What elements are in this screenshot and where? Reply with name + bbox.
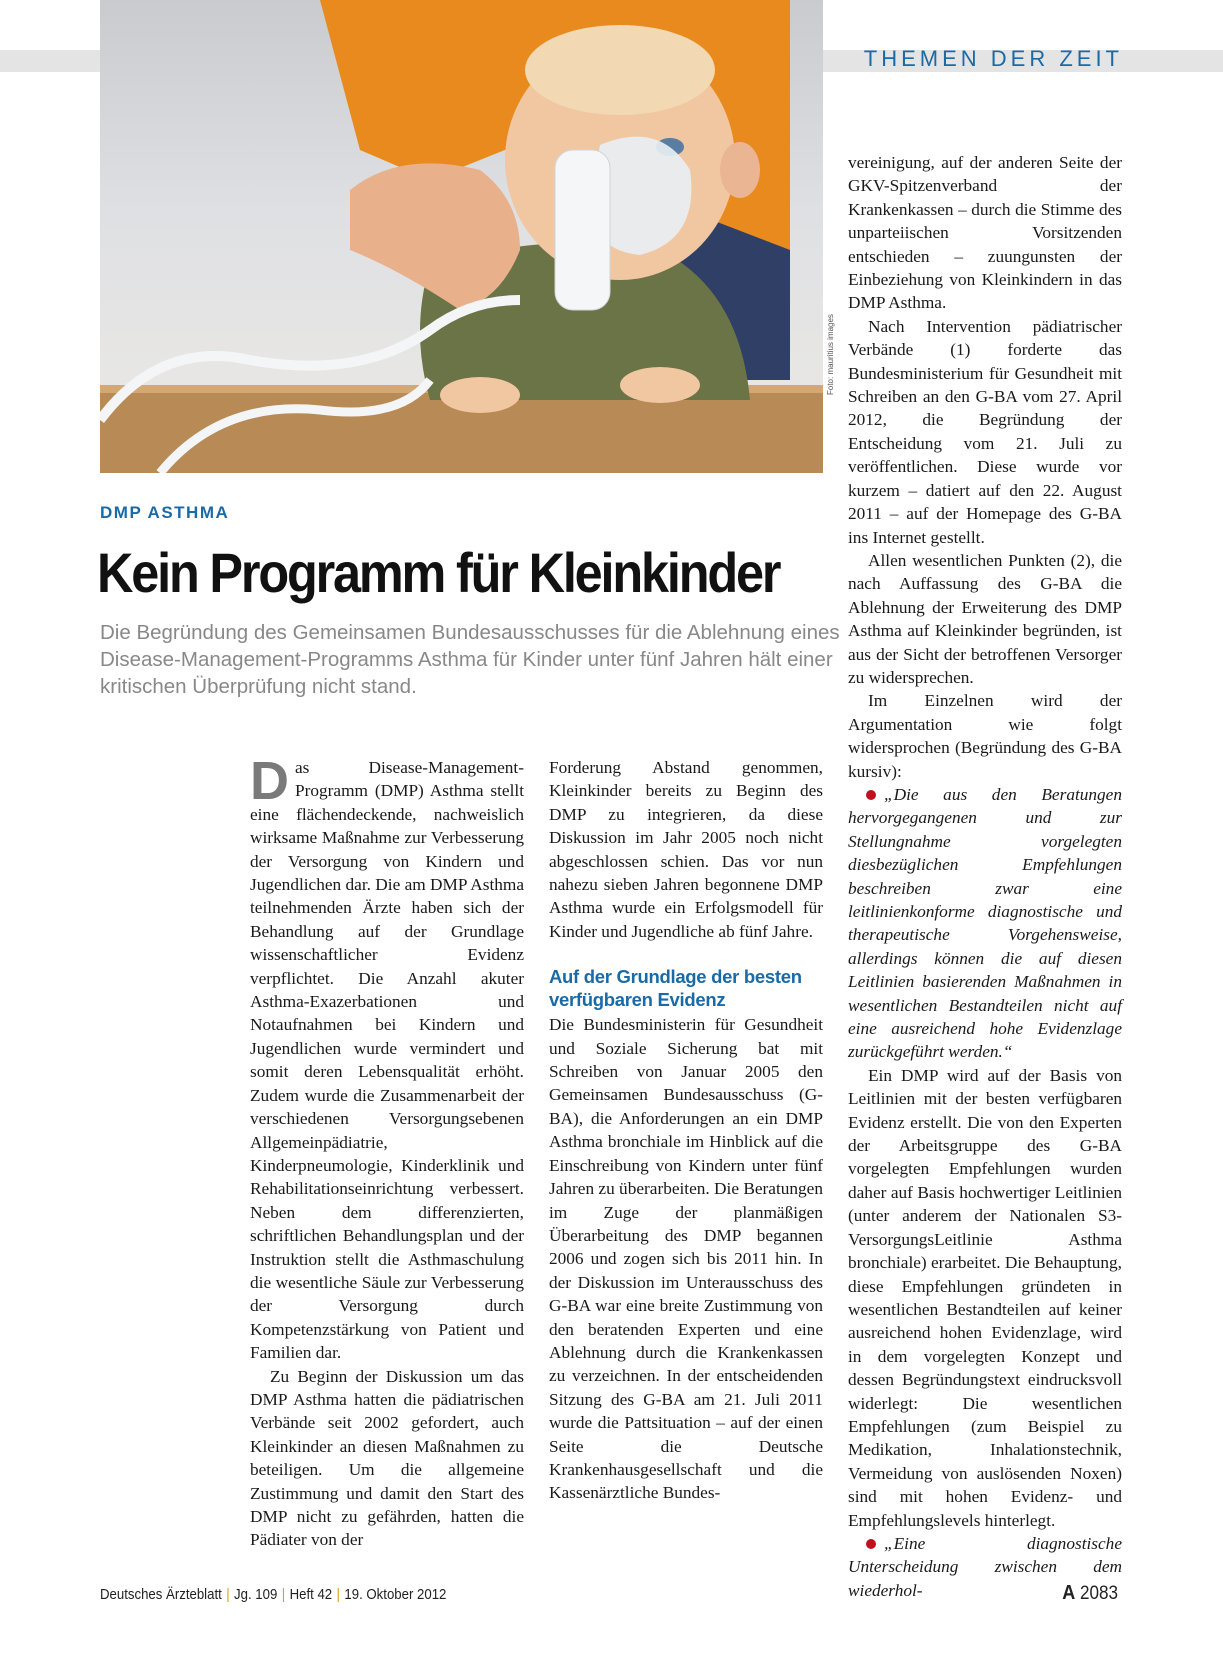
quote-bullet — [848, 783, 1122, 1064]
quote-text: „Die aus den Beratungen hervorgegangenen und zur Stellungnahme vorgelegten diesbezüglichen Empfehlungen beschreiben zwar eine leitlinienkonforme diagnostische und therapeutische Vorgehensweise, allerdings können die auf diesen Leitlinien basierenden Maßnahmen in wesentlichen Bestandteilen nicht auf eine ausreichend hohe Evidenzlage zurückgeführt werden.“ — [848, 784, 1122, 1062]
paragraph-text: as Disease-Management-Programm (DMP) Asthma stellt eine flächendeckende, nachweislich wirksame Maßnahme zur Verbesserung der Versorgung von Kindern und Jugendlichen dar. Die am DMP Asthma teilnehmenden Ärzte haben sich der Behandlung auf der Grundlage wissenschaftlicher Evidenz verpflichtet. Die Anzahl akuter Asthma-Exazerbationen und Notaufnahmen bei Kindern und Jugendlichen wurde vermindert und somit deren Lebensqualität erhöht. Zudem wurde die Zusammenarbeit der verschiedenen Versorgungsebenen Allgemeinpädiatrie, Kinderpneumologie, Kinderklinik und Rehabilitationseinrichtung verbessert. Neben dem differenzierten, schriftlichen Behandlungsplan und der Instruktion stellt die Asthmaschulung die wesentliche Säule zur Verbesserung der Versorgung durch Kompetenzstärkung von Patient und Familien dar. — [250, 758, 524, 1363]
text-column-3 — [848, 151, 1122, 1602]
article-lead: Die Begründung des Gemeinsamen Bundesausschusses für die Ablehnung eines Disease-Management-Programms Asthma für Kinder unter fünf Jahren hält einer kritischen Überprüfung nicht stand. — [100, 621, 840, 698]
section-subhead: Auf der Grundlage der besten verfügbaren Evidenz — [549, 966, 802, 1011]
footer-separator: | — [336, 1586, 340, 1603]
photo-baby-inhaler-icon — [100, 0, 823, 473]
issue-date: 19. Oktober 2012 — [344, 1586, 447, 1603]
journal-name: Deutsches Ärzteblatt — [100, 1586, 222, 1603]
paragraph: Ein DMP wird auf der Basis von Leitlinien mit der besten verfügbaren Evidenz erstellt. Die von den Experten der Arbeitsgruppe des G-BA vorgelegten Empfehlungen wurden daher auf Basis hochwertiger Leitlinien (unter anderem der Nationalen S3-VersorgungsLeitlinie Asthma bronchiale) erarbeitet. Die Behauptung, diese Empfehlungen gründeten in wesentlichen Bestandteilen auf keiner ausreichend hohen Evidenzlage, wird in dem vorgelegten Konzept und dessen Begründungstext eindrucksvoll widerlegt: Die wesentlichen Empfehlungen (zum Beispiel zu Medikation, Inhalationstechnik, Vermeidung von auslösenden Noxen) sind mit hohen Evidenz- und Empfehlungslevels hinterlegt. — [848, 1065, 1122, 1530]
header-rule-left — [0, 50, 100, 72]
text-column-2 — [549, 756, 823, 1505]
footer-citation — [100, 1586, 446, 1603]
paragraph — [250, 751, 524, 1365]
article-photo — [100, 0, 823, 473]
photo-credit: Foto: mauritius images — [826, 314, 835, 395]
paragraph: vereinigung, auf der anderen Seite der GKV-Spitzenverband der Krankenkassen – durch die Stimme des unparteiischen Vorsitzenden entschieden – zuungunsten der Einbeziehung von Kleinkindern in das DMP Asthma. — [848, 153, 1122, 313]
quote-text: „Eine diagnostische Unterscheidung zwischen dem wiederhol- — [848, 1533, 1122, 1600]
footer-separator: | — [226, 1586, 230, 1603]
article-title: Kein Programm für Kleinkinder — [97, 541, 780, 604]
paragraph: Zu Beginn der Diskussion um das DMP Asthma hatten die pädiatrischen Verbände seit 2002 gefordert, auch Kleinkinder an diesen Maßnahmen zu beteiligen. Um die allgemeine Zustimmung und damit den Start des DMP nicht zu gefährden, hatten die Pädiater von der — [250, 1366, 524, 1550]
bullet-dot-icon — [866, 790, 876, 800]
volume: Jg. 109 — [234, 1586, 278, 1603]
section-label: THEMEN DER ZEIT — [863, 46, 1123, 71]
page-number-value: 2083 — [1079, 1583, 1118, 1604]
page-number — [1062, 1582, 1118, 1605]
paragraph: Die Bundesministerin für Gesundheit und Soziale Sicherung bat mit Schreiben von Januar 2005 den Gemeinsamen Bundesausschuss (G-BA), die Anforderungen an ein DMP Asthma bronchiale im Hinblick auf die Einschreibung von Kindern unter fünf Jahren zu überarbeiten. Die Beratungen im Zuge der planmäßigen Überarbeitung des DMP begannen 2006 und zogen sich bis 2011 hin. In der Diskussion im Unterausschuss des G-BA war eine breite Zustimmung von den beratenden Experten und eine Ablehnung durch die Krankenkassen zu verzeichnen. In der entscheidenden Sitzung des G-BA am 21. Juli 2011 wurde die Pattsituation – auf der einen Seite die Deutsche Krankenhausgesellschaft und die Kassenärztliche Bundes- — [549, 1015, 823, 1503]
page-prefix: A — [1062, 1582, 1076, 1604]
article-kicker: DMP ASTHMA — [100, 503, 230, 522]
drop-cap: D — [250, 751, 289, 811]
bullet-dot-icon — [866, 1539, 876, 1549]
paragraph: Im Einzelnen wird der Argumentation wie folgt widersprochen (Begründung des G-BA kursiv): — [848, 691, 1122, 781]
text-column-1 — [250, 751, 524, 1552]
footer-separator: | — [281, 1586, 286, 1603]
paragraph: Allen wesentlichen Punkten (2), die nach Auffassung des G-BA die Ablehnung der Erweiterung des DMP Asthma auf Kleinkinder begründen, ist aus der Sicht der betroffenen Versorger zu widersprechen. — [848, 550, 1122, 687]
issue: Heft 42 — [289, 1586, 333, 1603]
paragraph: Forderung Abstand genommen, Kleinkinder bereits zu Beginn des DMP zu integrieren, da diese Diskussion im Jahr 2005 noch nicht abgeschlossen schien. Das vor nun nahezu sieben Jahren begonnene DMP Asthma wurde ein Erfolgsmodell für Kinder und Jugendliche ab fünf Jahre. — [549, 758, 823, 941]
paragraph: Nach Intervention pädiatrischer Verbände (1) forderte das Bundesministerium für Gesundheit mit Schreiben an den G-BA vom 27. April 2012, die Begründung der Entscheidung vom 21. Juli zu veröffentlichen. Diese wurde vor kurzem – datiert auf den 22. August 2011 – auf der Homepage des G-BA ins Internet gestellt. — [848, 316, 1122, 547]
